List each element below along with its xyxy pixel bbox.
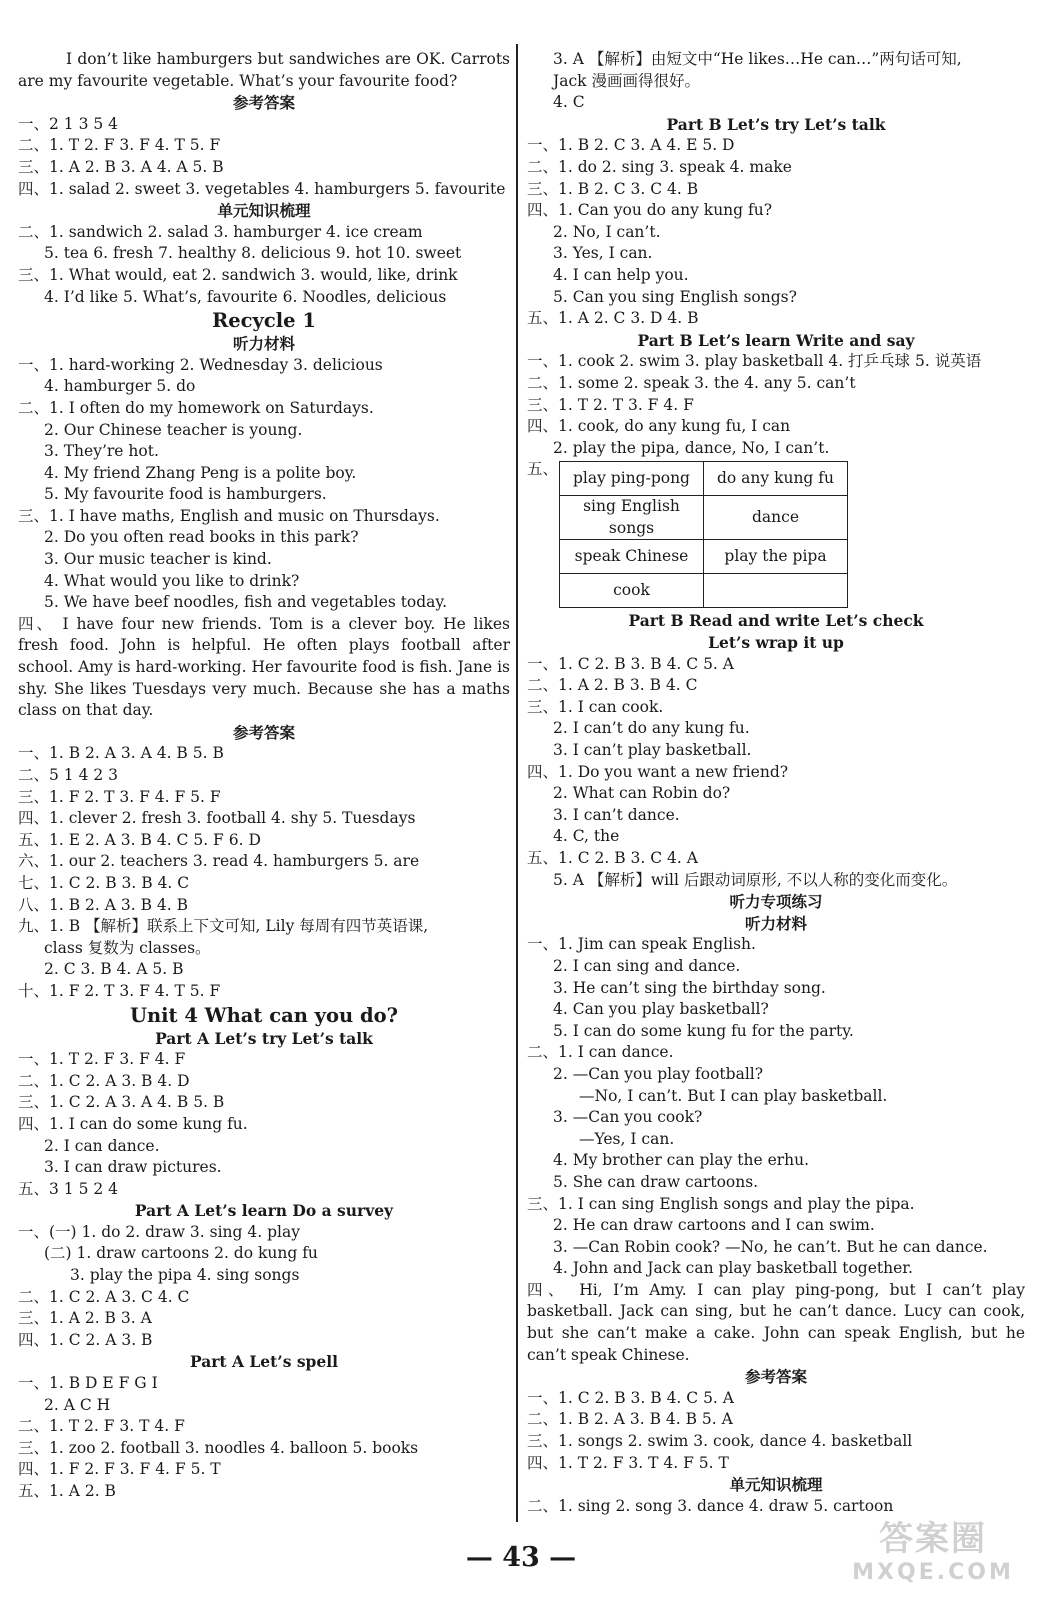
answer-line: 2. C 3. B 4. A 5. B [44, 960, 184, 979]
column-divider [516, 44, 518, 1522]
right-column [527, 49, 1025, 1517]
answer-line: 4. C [553, 93, 585, 112]
answer-line: 2. No, I can’t. [553, 222, 661, 241]
answer-line: 5. A 【解析】will 后跟动词原形, 不以人称的变化而变化。 [553, 870, 958, 889]
answer-line: 二、1. B 2. A 3. B 4. B 5. A [527, 1410, 733, 1429]
text-paragraph: I don’t like hamburgers but sandwiches are OK. Carrots are my favourite vegetable. What’s your favourite food? [18, 50, 510, 90]
answer-line: 3. I can’t dance. [553, 805, 680, 824]
table-cell: cook [560, 574, 704, 608]
answer-line: 5. We have beef noodles, fish and vegetables today. [44, 593, 448, 612]
answer-line: 四、1. T 2. F 3. T 4. F 5. T [527, 1453, 729, 1472]
answer-line: 三、1. I can sing English songs and play the pipa. [527, 1194, 915, 1213]
watermark-logo [838, 1518, 1028, 1590]
answer-line: 三、1. I have maths, English and music on Thursdays. [18, 506, 440, 525]
table-row [560, 540, 848, 574]
section-heading: Part B Let’s try Let’s talk [666, 114, 886, 134]
answer-line: 4. What would you like to drink? [44, 571, 300, 590]
table-row [560, 496, 848, 540]
section-heading: Part A Let’s spell [189, 1352, 339, 1372]
answer-line: 3. A 【解析】由短文中“He likes…He can…”两句话可知, [553, 50, 962, 68]
answer-line: 三、1. zoo 2. football 3. noodles 4. balloon 5. books [18, 1438, 419, 1457]
table-cell: play ping-pong [560, 462, 704, 496]
answer-line: 三、1. F 2. T 3. F 4. F 5. F [18, 787, 221, 806]
table-cell: dance [704, 496, 848, 540]
section-heading: 单元知识梳理 [217, 201, 311, 221]
answer-line: 3. play the pipa 4. sing songs [70, 1266, 300, 1285]
answer-line: —No, I can’t. But I can play basketball. [579, 1086, 888, 1105]
answer-line: 二、1. C 2. A 3. C 4. C [18, 1287, 190, 1306]
answer-line: 二、1. I can dance. [527, 1043, 674, 1062]
answer-line: 二、5 1 4 2 3 [18, 766, 119, 784]
answer-line: 三、1. T 2. T 3. F 4. F [527, 395, 694, 414]
answer-line: 二、1. sandwich 2. salad 3. hamburger 4. ice cream [18, 222, 423, 241]
section-heading: Unit 4 What can you do? [129, 1003, 399, 1027]
ability-table [559, 461, 848, 608]
answer-line: 4. hamburger 5. do [44, 377, 196, 396]
answer-line: 一、1. T 2. F 3. F 4. F [18, 1050, 186, 1069]
answer-line: 一、1. hard-working 2. Wednesday 3. delicious [18, 355, 383, 374]
answer-line: 4. John and Jack can play basketball together. [553, 1259, 913, 1278]
table-row [560, 574, 848, 608]
answer-line: 2. Do you often read books in this park? [44, 528, 359, 547]
answer-line: 一、1. cook 2. swim 3. play basketball 4. 打乒乓球 5. 说英语 [527, 352, 982, 371]
answer-line: 2. play the pipa, dance, No, I can’t. [553, 438, 830, 457]
table-cell: sing English songs [560, 496, 704, 540]
answer-line: 2. He can draw cartoons and I can swim. [553, 1216, 875, 1235]
table-cell: speak Chinese [560, 540, 704, 574]
answer-line: 3. —Can you cook? [553, 1108, 703, 1127]
answer-line: 3. I can’t play basketball. [553, 741, 752, 760]
answer-line: 2. A C H [44, 1395, 111, 1414]
answer-line: 4. My brother can play the erhu. [553, 1151, 810, 1170]
answer-line: 九、1. B 【解析】联系上下文可知, Lily 每周有四节英语课, [18, 917, 429, 936]
answer-line: 3. They’re hot. [44, 442, 159, 461]
section-heading: 单元知识梳理 [729, 1475, 823, 1495]
section-heading: 听力材料 [744, 913, 807, 933]
answer-line: 二、1. T 2. F 3. F 4. T 5. F [18, 136, 221, 155]
answer-line: 3. I can draw pictures. [44, 1158, 222, 1177]
answer-line: 四、1. salad 2. sweet 3. vegetables 4. hamburgers 5. favourite [18, 179, 506, 198]
answer-line: 一、2 1 3 5 4 [18, 114, 119, 133]
table-row [560, 462, 848, 496]
answer-line: 3. —Can Robin cook? —No, he can’t. But he can dance. [553, 1237, 988, 1256]
answer-line: 五、1. A 2. C 3. D 4. B [527, 309, 699, 328]
answer-line: 四、1. C 2. A 3. B [18, 1330, 153, 1349]
answer-line: 五、1. E 2. A 3. B 4. C 5. F 6. D [18, 830, 261, 849]
answer-line: 一、1. B 2. A 3. A 4. B 5. B [18, 744, 224, 763]
answer-table-block [527, 459, 1025, 610]
answer-line: 五、1. A 2. B [18, 1482, 116, 1500]
answer-line: 3. He can’t sing the birthday song. [553, 978, 826, 997]
question-label: 五、 [527, 460, 559, 479]
answer-line: 4. My friend Zhang Peng is a polite boy. [44, 463, 357, 482]
section-heading: 参考答案 [232, 722, 295, 742]
answer-line: 二、1. T 2. F 3. T 4. F [18, 1417, 185, 1436]
answer-line: 二、1. I often do my homework on Saturdays. [18, 398, 374, 417]
answer-line: 5. tea 6. fresh 7. healthy 8. delicious 9. hot 10. sweet [44, 244, 462, 263]
left-column [18, 49, 510, 1503]
answer-line: 三、1. B 2. C 3. C 4. B [527, 179, 699, 198]
table-cell: do any kung fu [704, 462, 848, 496]
answer-line: 三、1. A 2. B 3. A 4. A 5. B [18, 157, 224, 176]
answer-line: 三、1. songs 2. swim 3. cook, dance 4. basketball [527, 1432, 913, 1451]
answer-line: 六、1. our 2. teachers 3. read 4. hamburgers 5. are [18, 852, 420, 871]
answer-line: 3. Yes, I can. [553, 244, 653, 263]
answer-line: 3. Our music teacher is kind. [44, 550, 272, 569]
answer-line: 二、1. do 2. sing 3. speak 4. make [527, 157, 792, 176]
answer-line: 2. —Can you play football? [553, 1064, 764, 1083]
section-heading: 参考答案 [232, 93, 295, 113]
section-heading: Part B Let’s learn Write and say [637, 330, 915, 350]
answer-line: 4. I can help you. [553, 265, 689, 284]
answer-line: Jack 漫画画得很好。 [553, 71, 700, 90]
answer-line: 2. I can dance. [44, 1136, 160, 1155]
answer-line: 4. Can you play basketball? [553, 1000, 769, 1019]
section-heading: Part B Read and write Let’s check [628, 611, 924, 631]
answer-line: 三、1. A 2. B 3. A [18, 1309, 152, 1328]
section-heading: Part A Let’s learn Do a survey [134, 1201, 394, 1221]
answer-line: 二、1. some 2. speak 3. the 4. any 5. can’t [527, 373, 856, 392]
answer-line: 四、1. clever 2. fresh 3. football 4. shy 5. Tuesdays [18, 809, 416, 828]
answer-line: 二、1. C 2. A 3. B 4. D [18, 1071, 190, 1090]
answer-line: 4. I’d like 5. What’s, favourite 6. Noodles, delicious [44, 287, 447, 306]
answer-line: 八、1. B 2. A 3. B 4. B [18, 895, 189, 914]
answer-line: class 复数为 classes。 [44, 938, 211, 957]
text-paragraph: 四、 I have four new friends. Tom is a clever boy. He likes fresh food. John is helpful. He often plays football after school. Amy is hard-working. Her favourite food is fish. Jane is shy. She likes Tuesdays very much. Because she has a maths class on that day. [18, 614, 510, 720]
answer-line: 四、1. I can do some kung fu. [18, 1114, 248, 1133]
answer-line: 4. C, the [553, 827, 620, 846]
answer-line: 三、1. What would, eat 2. sandwich 3. would, like, drink [18, 265, 458, 284]
watermark-url: MXQE.COM [852, 1560, 1014, 1585]
answer-line: (二) 1. draw cartoons 2. do kung fu [44, 1244, 318, 1263]
answer-line: 5. Can you sing English songs? [553, 287, 797, 306]
answer-line: 一、1. C 2. B 3. B 4. C 5. A [527, 654, 734, 673]
answer-line: 四、1. Can you do any kung fu? [527, 201, 773, 220]
answer-line: 5. She can draw cartoons. [553, 1172, 759, 1191]
answer-line: 一、(一) 1. do 2. draw 3. sing 4. play [18, 1222, 300, 1241]
answer-line: 三、1. C 2. A 3. A 4. B 5. B [18, 1093, 225, 1112]
answer-line: 2. I can sing and dance. [553, 956, 741, 975]
answer-line: 三、1. I can cook. [527, 697, 664, 716]
answer-line: —Yes, I can. [579, 1129, 675, 1148]
section-heading: Let’s wrap it up [708, 633, 844, 653]
table-cell: play the pipa [704, 540, 848, 574]
section-heading: 参考答案 [744, 1367, 807, 1387]
answer-line: 二、1. sing 2. song 3. dance 4. draw 5. cartoon [527, 1496, 894, 1515]
answer-line: 5. I can do some kung fu for the party. [553, 1021, 854, 1040]
answer-line: 5. My favourite food is hamburgers. [44, 485, 327, 504]
answer-line: 二、1. A 2. B 3. B 4. C [527, 676, 698, 695]
section-heading: 听力专项练习 [729, 892, 823, 912]
answer-line: 十、1. F 2. T 3. F 4. T 5. F [18, 981, 221, 1000]
answer-line: 四、1. cook, do any kung fu, I can [527, 417, 791, 436]
section-heading: Part A Let’s try Let’s talk [155, 1028, 373, 1048]
answer-line: 2. What can Robin do? [553, 784, 731, 803]
watermark-text: 答案圈 [879, 1519, 987, 1559]
answer-line: 2. I can’t do any kung fu. [553, 719, 750, 738]
section-heading: Recycle 1 [212, 309, 316, 333]
answer-line: 一、1. B 2. C 3. A 4. E 5. D [527, 136, 735, 155]
answer-line: 一、1. Jim can speak English. [527, 935, 756, 954]
answer-line: 四、1. Do you want a new friend? [527, 762, 789, 781]
page-number: — 43 — [465, 1542, 577, 1573]
answer-line: 五、3 1 5 2 4 [18, 1179, 119, 1198]
answer-line: 五、1. C 2. B 3. C 4. A [527, 849, 698, 867]
answer-line: 四、1. F 2. F 3. F 4. F 5. T [18, 1460, 221, 1479]
table-cell [704, 574, 848, 608]
answer-line: 一、1. B D E F G I [18, 1374, 158, 1393]
answer-line: 七、1. C 2. B 3. B 4. C [18, 873, 190, 892]
section-heading: 听力材料 [232, 334, 295, 354]
answer-line: 一、1. C 2. B 3. B 4. C 5. A [527, 1388, 734, 1407]
answer-line: 2. Our Chinese teacher is young. [44, 420, 303, 439]
text-paragraph: 四、 Hi, I’m Amy. I can play ping-pong, but I can’t play basketball. Jack can sing, but he can’t dance. Lucy can cook, but she can’t make a cake. John can speak English, but he can’t speak Chinese. [527, 1280, 1025, 1364]
